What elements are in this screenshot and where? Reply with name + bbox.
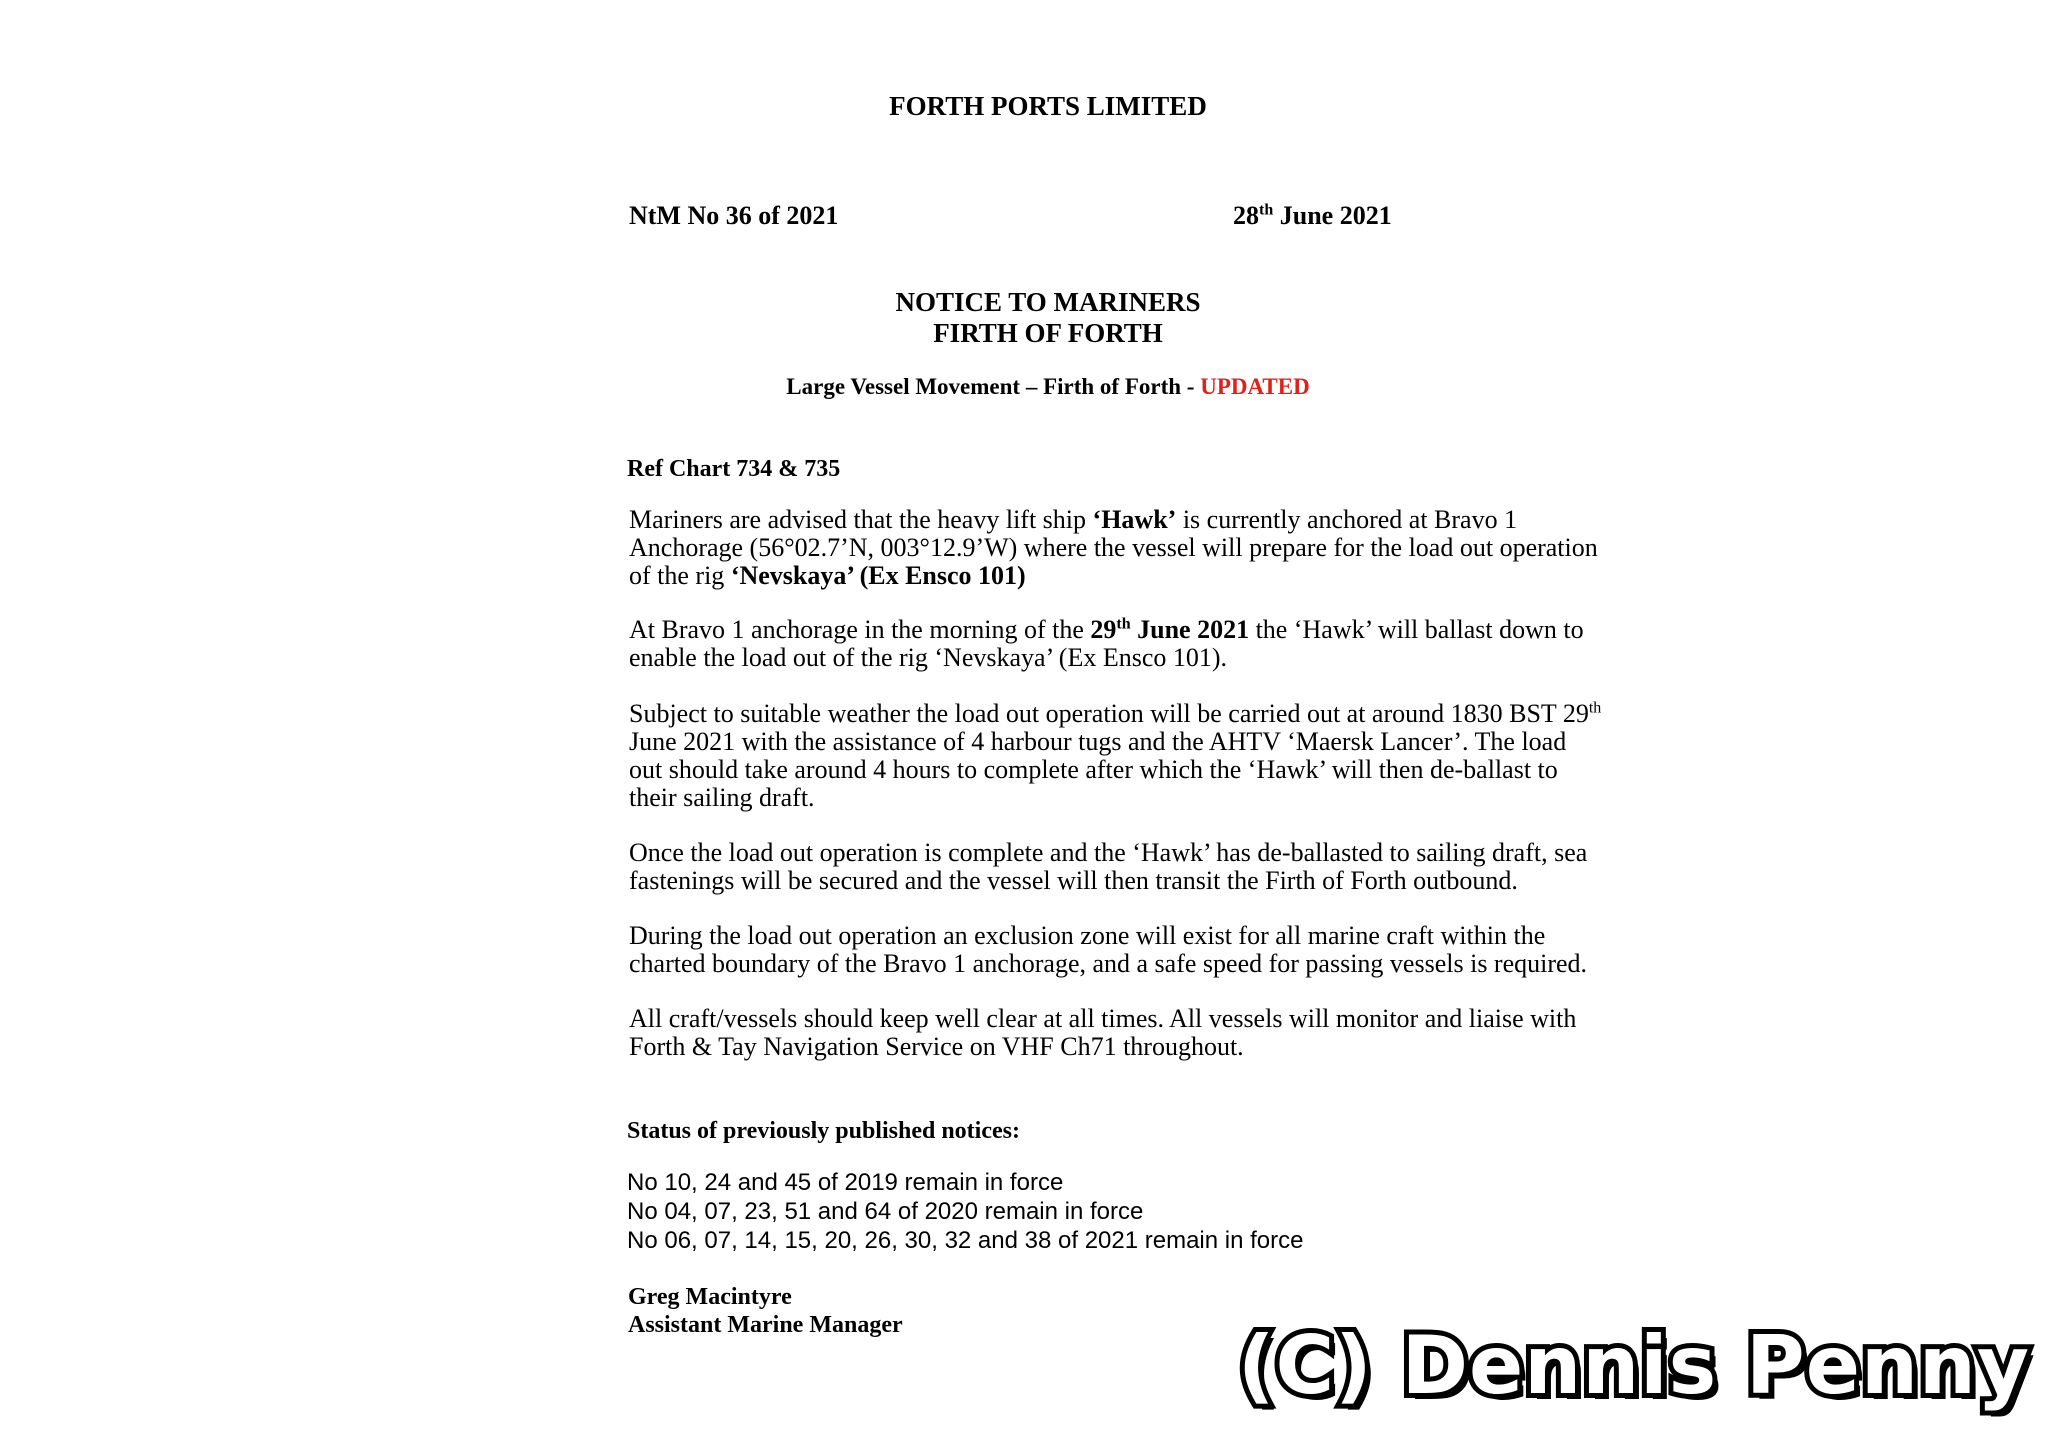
status-item: No 10, 24 and 45 of 2019 remain in force	[627, 1169, 1064, 1196]
p2-text: At Bravo 1 anchorage in the morning of the	[629, 615, 1091, 644]
operation-date-suffix: th	[1116, 615, 1131, 633]
notice-date-suffix: th	[1259, 201, 1274, 219]
notice-title	[0, 287, 2048, 349]
p1-text: of the rig	[629, 561, 731, 590]
notice-date-rest: June 2021	[1273, 201, 1392, 230]
paragraph-5	[629, 921, 1588, 978]
p6-line1: All craft/vessels should keep well clear at all times. All vessels will monitor and liaise with	[629, 1004, 1577, 1033]
operation-date-rest: June 2021	[1130, 615, 1250, 644]
notice-title-line1: NOTICE TO MARINERS	[895, 287, 1201, 317]
notice-title-line2: FIRTH OF FORTH	[933, 318, 1163, 348]
p3-text: Subject to suitable weather the load out operation will be carried out at around 1830 BST 29	[629, 699, 1589, 728]
signature	[628, 1283, 903, 1339]
updated-flag: UPDATED	[1200, 374, 1310, 399]
company-name: FORTH PORTS LIMITED	[889, 91, 1207, 121]
p6-line2: Forth & Tay Navigation Service on VHF Ch71 throughout.	[629, 1032, 1244, 1061]
p4-line2: fastenings will be secured and the vessel will then transit the Firth of Forth outbound.	[629, 866, 1518, 895]
copyright-watermark: (C) Dennis Penny	[1237, 1319, 2030, 1412]
rig-name: ‘Nevskaya’ (Ex Ensco 101)	[730, 561, 1026, 590]
paragraph-6	[629, 1004, 1577, 1061]
p5-line1: During the load out operation an exclusion zone will exist for all marine craft within the	[629, 921, 1546, 950]
p5-line2: charted boundary of the Bravo 1 anchorage, and a safe speed for passing vessels is required.	[629, 949, 1588, 978]
notice-number: NtM No 36 of 2021	[629, 201, 839, 230]
p2-line2: enable the load out of the rig ‘Nevskaya’ (Ex Ensco 101).	[629, 643, 1228, 672]
status-list	[627, 1168, 1303, 1255]
status-heading: Status of previously published notices:	[627, 1118, 1020, 1144]
signatory-name: Greg Macintyre	[628, 1284, 792, 1310]
p3-line3: out should take around 4 hours to complete after which the ‘Hawk’ will then de-ballast to	[629, 755, 1558, 784]
signatory-title: Assistant Marine Manager	[628, 1312, 903, 1338]
p3-line4: their sailing draft.	[629, 783, 815, 812]
subtitle-text: Large Vessel Movement – Firth of Forth -	[786, 374, 1201, 399]
operation-date-day: 29	[1090, 615, 1117, 644]
p3-sup: th	[1588, 699, 1602, 717]
paragraph-3	[629, 699, 1602, 812]
p1-text: Mariners are advised that the heavy lift ship	[629, 505, 1093, 534]
notice-date	[1233, 198, 1392, 234]
p1-text: is currently anchored at Bravo 1	[1176, 505, 1518, 534]
vessel-name-hawk: ‘Hawk’	[1092, 505, 1177, 534]
paragraph-2	[629, 615, 1584, 672]
notice-date-day: 28	[1233, 201, 1259, 230]
p3-line2: June 2021 with the assistance of 4 harbour tugs and the AHTV ‘Maersk Lancer’. The load	[629, 727, 1567, 756]
paragraph-4	[629, 838, 1588, 895]
p2-text: the ‘Hawk’ will ballast down to	[1249, 615, 1584, 644]
p4-line1: Once the load out operation is complete and the ‘Hawk’ has de-ballasted to sailing draft, sea	[629, 838, 1588, 867]
status-item: No 06, 07, 14, 15, 20, 26, 30, 32 and 38 of 2021 remain in force	[627, 1227, 1304, 1254]
notice-subtitle	[0, 369, 2048, 405]
p1-line2: Anchorage (56°02.7’N, 003°12.9’W) where the vessel will prepare for the load out operation	[629, 533, 1598, 562]
ref-chart: Ref Chart 734 & 735	[627, 456, 841, 482]
status-item: No 04, 07, 23, 51 and 64 of 2020 remain in force	[627, 1198, 1144, 1225]
paragraph-1	[629, 505, 1598, 590]
operation-date	[1090, 615, 1249, 644]
